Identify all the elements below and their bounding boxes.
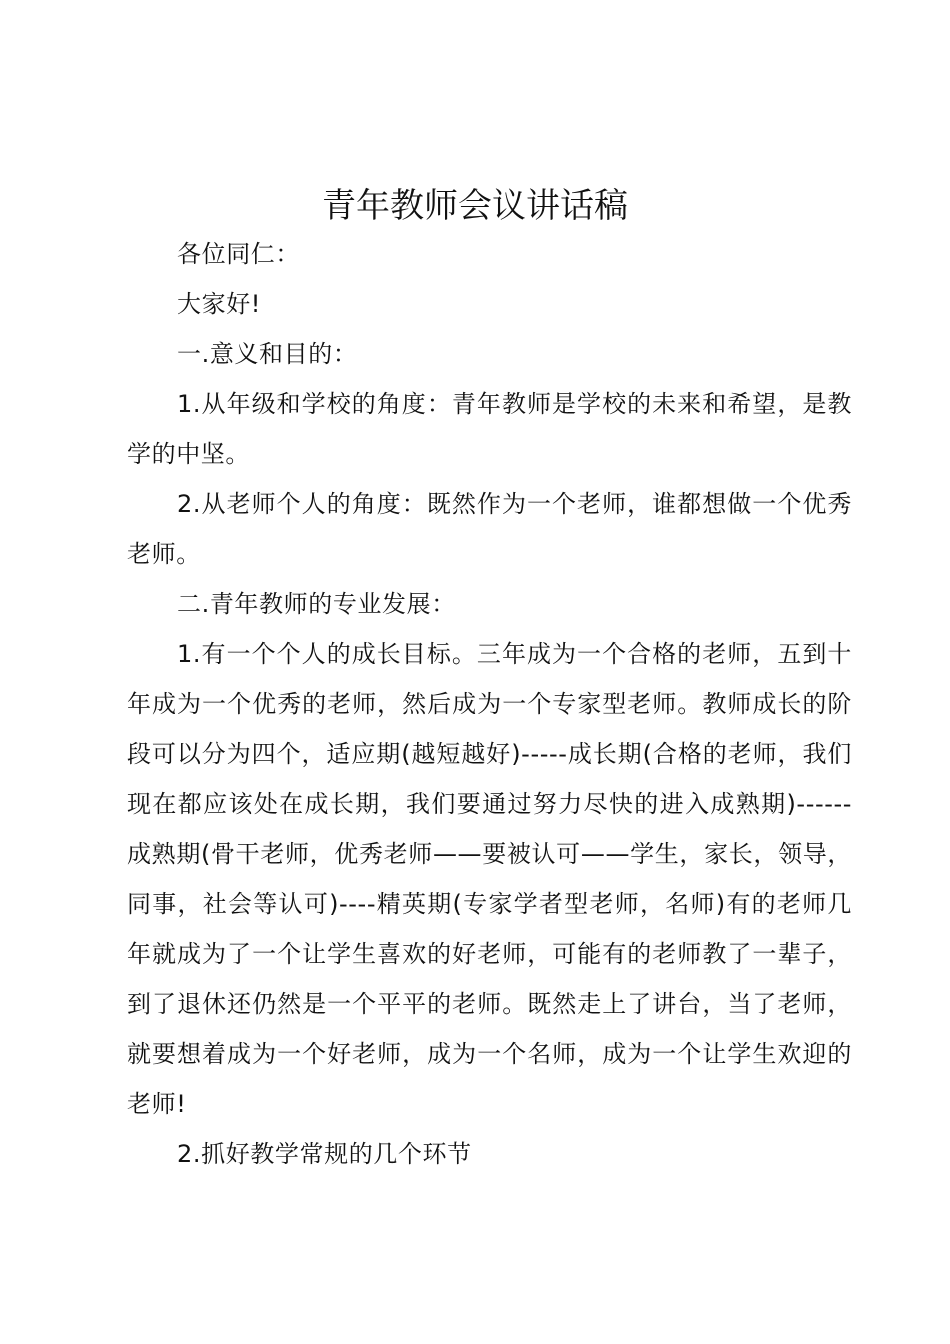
paragraph: 2.从老师个人的角度：既然作为一个老师，谁都想做一个优秀老师。 xyxy=(127,490,852,568)
document-body xyxy=(127,229,852,1179)
paragraph: 1.有一个个人的成长目标。三年成为一个合格的老师，五到十年成为一个优秀的老师，然后成为一个专家型老师。教师成长的阶段可以分为四个，适应期(越短越好)-----成长期(合格的老师，我们现在都应该处在成长期，我们要通过努力尽快的进入成熟期)------成熟期(骨干老师，优秀老师——要被认可——学生，家长，领导，同事，社会等认可)----精英期(专家学者型老师，名师)有的老师几年就成为了一个让学生喜欢的好老师，可能有的老师教了一辈子，到了退休还仍然是一个平平的老师。既然走上了讲台，当了老师，就要想着成为一个好老师，成为一个名师，成为一个让学生欢迎的老师! xyxy=(127,640,852,1118)
section-heading-1: 一.意义和目的： xyxy=(177,340,358,368)
salutation: 各位同仁： xyxy=(177,240,300,268)
paragraph: 1.从年级和学校的角度：青年教师是学校的未来和希望，是教学的中坚。 xyxy=(127,390,852,468)
document-title: 青年教师会议讲话稿 xyxy=(322,186,628,226)
greeting: 大家好! xyxy=(177,290,262,318)
paragraph: 2.抓好教学常规的几个环节 xyxy=(177,1140,472,1168)
section-heading-2: 二.青年教师的专业发展： xyxy=(177,590,456,618)
